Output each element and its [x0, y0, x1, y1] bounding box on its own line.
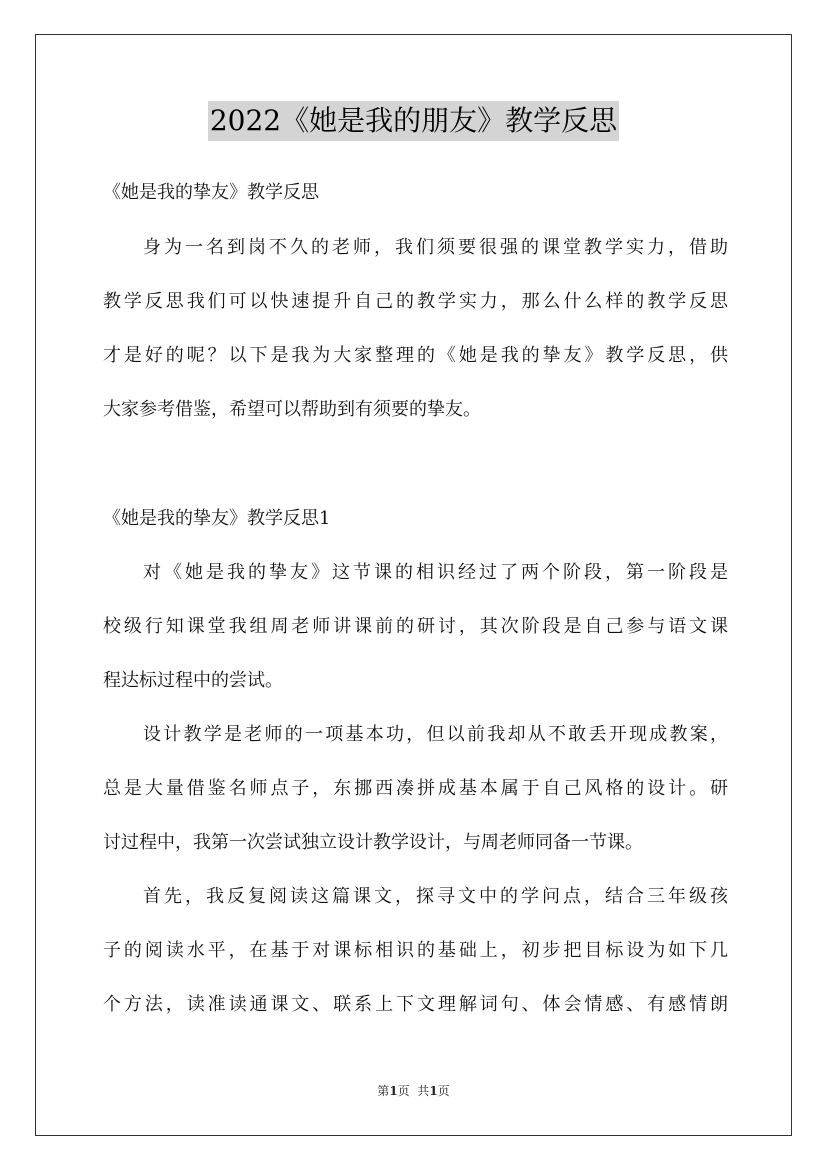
footer-suffix: 页 [437, 1084, 450, 1098]
intro-line-4: 大家参考借鉴，希望可以帮助到有须要的挚友。 [103, 399, 481, 420]
document-title: 2022《她是我的朋友》教学反思 [208, 101, 619, 141]
p2-line-1: 设计教学是老师的一项基本功，但以前我却从不敢丢开现成教案， [143, 724, 731, 745]
p3-line-3: 个方法，读准读通课文、联系上下文理解词句、体会情感、有感情朗 [103, 994, 731, 1015]
intro-line-1: 身为一名到岗不久的老师，我们须要很强的课堂教学实力，借助 [143, 237, 731, 258]
document-subtitle: 《她是我的挚友》教学反思 [103, 182, 319, 203]
p2-line-3: 讨过程中，我第一次尝试独立设计教学设计，与周老师同备一节课。 [103, 832, 643, 853]
p2-line-2: 总是大量借鉴名师点子，东挪西凑拼成基本属于自己风格的设计。研 [103, 778, 731, 799]
p3-line-1: 首先，我反复阅读这篇课文，探寻文中的学问点，结合三年级孩 [143, 886, 731, 907]
section-heading: 《她是我的挚友》教学反思1 [103, 508, 331, 529]
footer-mid: 页 共 [397, 1084, 430, 1098]
title-container [0, 101, 827, 141]
p1-line-2: 校级行知课堂我组周老师讲课前的研讨，其次阶段是自己参与语文课 [103, 616, 731, 637]
intro-line-3: 才是好的呢？以下是我为大家整理的《她是我的挚友》教学反思，供 [103, 345, 731, 366]
p3-line-2: 子的阅读水平，在基于对课标相识的基础上，初步把目标设为如下几 [103, 940, 731, 961]
footer-prefix: 第 [377, 1084, 390, 1098]
intro-line-2: 教学反思我们可以快速提升自己的教学实力，那么什么样的教学反思 [103, 291, 731, 312]
footer-current-page: 1 [389, 1084, 398, 1098]
p1-line-3: 程达标过程中的尝试。 [103, 670, 283, 691]
footer-total-pages: 1 [429, 1084, 438, 1098]
p1-line-1: 对《她是我的挚友》这节课的相识经过了两个阶段，第一阶段是 [143, 562, 731, 583]
page-footer [0, 1083, 827, 1099]
